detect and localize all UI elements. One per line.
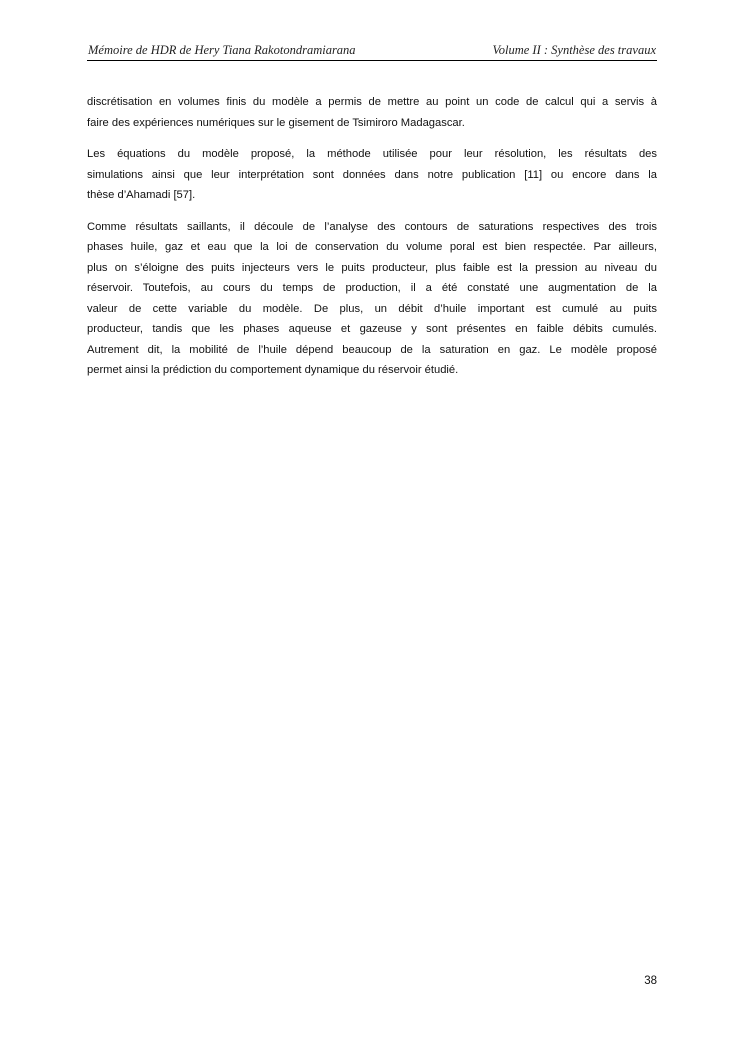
text-line: thèse d’Ahamadi [57]. [87, 189, 196, 201]
text-line: valeur de cette variable du modèle. De plus, un débit d’huile important est cumulé au puits [87, 302, 657, 315]
text-line: permet ainsi la prédiction du comportement dynamique du réservoir étudié. [87, 364, 459, 376]
text-line: discrétisation en volumes finis du modèle a permis de mettre au point un code de calcul qui a servis à [87, 96, 657, 108]
paragraph [87, 92, 657, 133]
document-body [87, 92, 657, 392]
header-volume: Volume II : Synthèse des travaux [492, 43, 656, 57]
page-number: 38 [644, 975, 657, 987]
text-line: producteur, tandis que les phases aqueuse et gazeuse y sont présentes en faible débits cumulés. [87, 323, 657, 335]
text-line: Comme résultats saillants, il découle de l’analyse des contours de saturations respectives des trois [87, 220, 657, 233]
text-line: réservoir. Toutefois, au cours du temps de production, il a été constaté une augmentation de la [87, 282, 657, 294]
header-author: Mémoire de HDR de Hery Tiana Rakotondramiarana [88, 43, 356, 57]
paragraph [87, 217, 657, 381]
page-header [87, 41, 657, 61]
paragraph [87, 144, 657, 206]
text-line: plus on s’éloigne des puits injecteurs vers le puits producteur, plus faible est la pression au niveau du [87, 261, 657, 274]
text-line: phases huile, gaz et eau que la loi de conservation du volume poral est bien respectée. Par ailleurs, [87, 241, 657, 253]
text-line: faire des expériences numériques sur le gisement de Tsimiroro Madagascar. [87, 116, 465, 129]
text-line: simulations ainsi que leur interprétation sont données dans notre publication [11] ou encore dans la [87, 168, 657, 181]
text-line: Autrement dit, la mobilité de l’huile dépend beaucoup de la saturation en gaz. Le modèle proposé [87, 343, 657, 356]
text-line: Les équations du modèle proposé, la méthode utilisée pour leur résolution, les résultats des [87, 148, 657, 160]
